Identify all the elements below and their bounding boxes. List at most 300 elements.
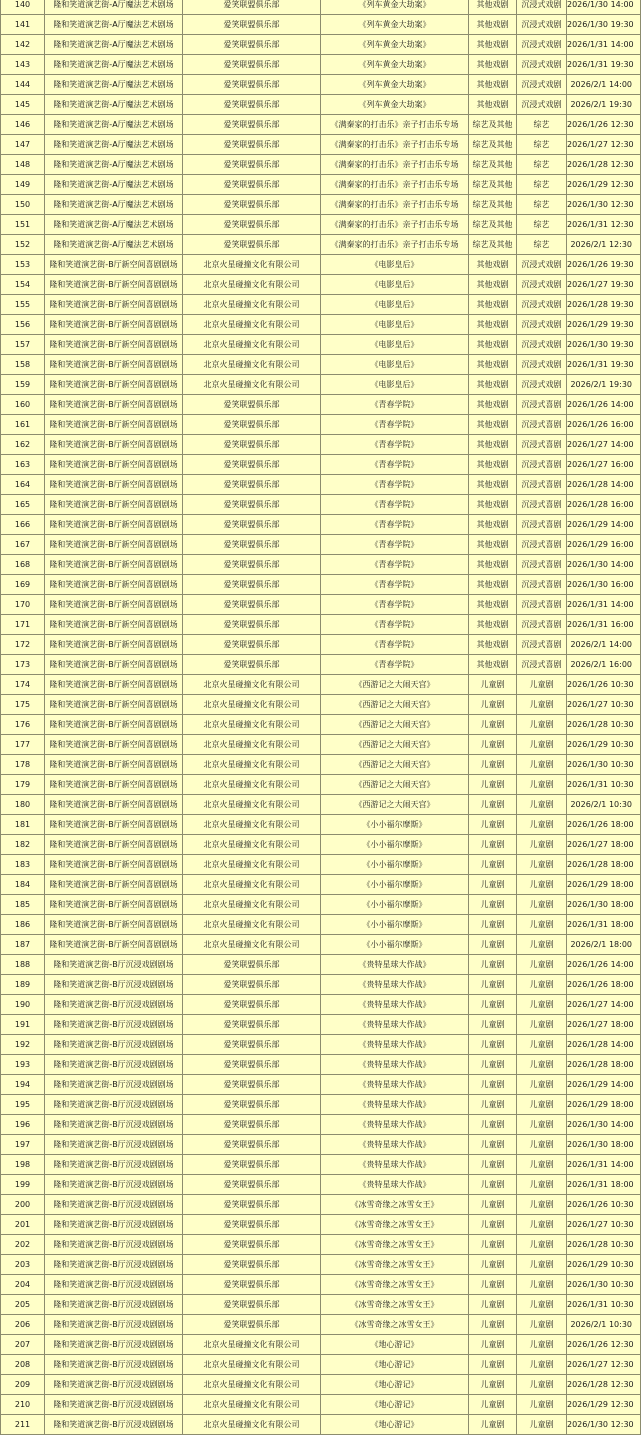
show-title-cell: 《电影皇后》 <box>321 335 469 355</box>
show-title-cell: 《电影皇后》 <box>321 375 469 395</box>
row-number-cell: 158 <box>1 355 45 375</box>
date-time-cell: 2026/1/31 16:00 <box>567 615 641 635</box>
date-time-cell: 2026/2/1 19:30 <box>567 375 641 395</box>
genre-cell: 其他戏剧 <box>469 635 517 655</box>
table-row <box>1 1015 641 1035</box>
row-number-cell: 146 <box>1 115 45 135</box>
organizer-cell: 爱笑联盟俱乐部 <box>183 1175 321 1195</box>
table-row <box>1 755 641 775</box>
category-cell: 儿童剧 <box>517 1175 567 1195</box>
table-row <box>1 655 641 675</box>
table-row <box>1 35 641 55</box>
date-time-cell: 2026/1/28 10:30 <box>567 715 641 735</box>
row-number-cell: 145 <box>1 95 45 115</box>
organizer-cell: 爱笑联盟俱乐部 <box>183 75 321 95</box>
date-time-cell: 2026/2/1 16:00 <box>567 655 641 675</box>
date-time-cell: 2026/1/28 16:00 <box>567 495 641 515</box>
category-cell: 沉浸式戏剧 <box>517 295 567 315</box>
table-row <box>1 935 641 955</box>
show-title-cell: 《小小福尔摩斯》 <box>321 875 469 895</box>
category-cell: 综艺 <box>517 235 567 255</box>
category-cell: 沉浸式喜剧 <box>517 595 567 615</box>
show-title-cell: 《满秦家的打击乐》亲子打击乐专场 <box>321 135 469 155</box>
genre-cell: 儿童剧 <box>469 1135 517 1155</box>
genre-cell: 儿童剧 <box>469 1015 517 1035</box>
show-title-cell: 《贵特星球大作战》 <box>321 1075 469 1095</box>
category-cell: 沉浸式喜剧 <box>517 655 567 675</box>
genre-cell: 儿童剧 <box>469 975 517 995</box>
show-title-cell: 《满秦家的打击乐》亲子打击乐专场 <box>321 115 469 135</box>
date-time-cell: 2026/1/28 10:30 <box>567 1235 641 1255</box>
venue-cell: 隆和笑道演艺街-A厅魔法艺术剧场 <box>45 155 183 175</box>
date-time-cell: 2026/2/1 12:30 <box>567 235 641 255</box>
organizer-cell: 爱笑联盟俱乐部 <box>183 1235 321 1255</box>
show-title-cell: 《青春学院》 <box>321 655 469 675</box>
venue-cell: 隆和笑道演艺街-B厅沉浸戏剧剧场 <box>45 1175 183 1195</box>
genre-cell: 其他戏剧 <box>469 75 517 95</box>
date-time-cell: 2026/1/29 14:00 <box>567 1075 641 1095</box>
table-row <box>1 835 641 855</box>
organizer-cell: 北京火星碰撞文化有限公司 <box>183 1335 321 1355</box>
genre-cell: 儿童剧 <box>469 1415 517 1435</box>
category-cell: 儿童剧 <box>517 1135 567 1155</box>
category-cell: 儿童剧 <box>517 815 567 835</box>
organizer-cell: 爱笑联盟俱乐部 <box>183 1035 321 1055</box>
category-cell: 儿童剧 <box>517 1255 567 1275</box>
organizer-cell: 爱笑联盟俱乐部 <box>183 475 321 495</box>
row-number-cell: 184 <box>1 875 45 895</box>
genre-cell: 其他戏剧 <box>469 655 517 675</box>
organizer-cell: 北京火星碰撞文化有限公司 <box>183 895 321 915</box>
venue-cell: 隆和笑道演艺街-B厅新空间喜剧剧场 <box>45 575 183 595</box>
category-cell: 儿童剧 <box>517 755 567 775</box>
show-title-cell: 《青春学院》 <box>321 595 469 615</box>
show-title-cell: 《冰雪奇缘之冰雪女王》 <box>321 1275 469 1295</box>
genre-cell: 儿童剧 <box>469 1115 517 1135</box>
venue-cell: 隆和笑道演艺街-B厅新空间喜剧剧场 <box>45 775 183 795</box>
category-cell: 儿童剧 <box>517 1155 567 1175</box>
date-time-cell: 2026/1/31 18:00 <box>567 1175 641 1195</box>
genre-cell: 其他戏剧 <box>469 0 517 15</box>
category-cell: 儿童剧 <box>517 915 567 935</box>
venue-cell: 隆和笑道演艺街-B厅新空间喜剧剧场 <box>45 495 183 515</box>
category-cell: 沉浸式喜剧 <box>517 455 567 475</box>
table-row <box>1 715 641 735</box>
venue-cell: 隆和笑道演艺街-B厅新空间喜剧剧场 <box>45 315 183 335</box>
row-number-cell: 183 <box>1 855 45 875</box>
date-time-cell: 2026/1/31 14:00 <box>567 1155 641 1175</box>
row-number-cell: 191 <box>1 1015 45 1035</box>
genre-cell: 儿童剧 <box>469 675 517 695</box>
category-cell: 儿童剧 <box>517 875 567 895</box>
category-cell: 沉浸式戏剧 <box>517 375 567 395</box>
genre-cell: 其他戏剧 <box>469 335 517 355</box>
date-time-cell: 2026/1/26 12:30 <box>567 1335 641 1355</box>
genre-cell: 其他戏剧 <box>469 415 517 435</box>
date-time-cell: 2026/1/31 19:30 <box>567 55 641 75</box>
table-row <box>1 1335 641 1355</box>
venue-cell: 隆和笑道演艺街-B厅新空间喜剧剧场 <box>45 695 183 715</box>
category-cell: 沉浸式喜剧 <box>517 635 567 655</box>
row-number-cell: 140 <box>1 0 45 15</box>
table-row <box>1 915 641 935</box>
category-cell: 沉浸式喜剧 <box>517 495 567 515</box>
category-cell: 儿童剧 <box>517 1395 567 1415</box>
category-cell: 儿童剧 <box>517 1295 567 1315</box>
show-title-cell: 《贵特星球大作战》 <box>321 1015 469 1035</box>
show-title-cell: 《西游记之大闹天宫》 <box>321 715 469 735</box>
organizer-cell: 北京火星碰撞文化有限公司 <box>183 715 321 735</box>
organizer-cell: 爱笑联盟俱乐部 <box>183 655 321 675</box>
genre-cell: 儿童剧 <box>469 1035 517 1055</box>
venue-cell: 隆和笑道演艺街-B厅沉浸戏剧剧场 <box>45 1115 183 1135</box>
date-time-cell: 2026/1/27 18:00 <box>567 1015 641 1035</box>
organizer-cell: 爱笑联盟俱乐部 <box>183 15 321 35</box>
row-number-cell: 209 <box>1 1375 45 1395</box>
date-time-cell: 2026/2/1 10:30 <box>567 795 641 815</box>
table-row <box>1 175 641 195</box>
row-number-cell: 165 <box>1 495 45 515</box>
category-cell: 沉浸式戏剧 <box>517 0 567 15</box>
venue-cell: 隆和笑道演艺街-A厅魔法艺术剧场 <box>45 175 183 195</box>
category-cell: 综艺 <box>517 175 567 195</box>
venue-cell: 隆和笑道演艺街-B厅新空间喜剧剧场 <box>45 675 183 695</box>
table-row <box>1 1255 641 1275</box>
table-row <box>1 1235 641 1255</box>
table-row <box>1 1295 641 1315</box>
category-cell: 沉浸式戏剧 <box>517 335 567 355</box>
row-number-cell: 180 <box>1 795 45 815</box>
row-number-cell: 154 <box>1 275 45 295</box>
venue-cell: 隆和笑道演艺街-B厅沉浸戏剧剧场 <box>45 1335 183 1355</box>
date-time-cell: 2026/1/30 18:00 <box>567 895 641 915</box>
organizer-cell: 爱笑联盟俱乐部 <box>183 0 321 15</box>
venue-cell: 隆和笑道演艺街-B厅新空间喜剧剧场 <box>45 395 183 415</box>
row-number-cell: 155 <box>1 295 45 315</box>
row-number-cell: 150 <box>1 195 45 215</box>
category-cell: 儿童剧 <box>517 1375 567 1395</box>
category-cell: 儿童剧 <box>517 1215 567 1235</box>
row-number-cell: 182 <box>1 835 45 855</box>
date-time-cell: 2026/1/30 14:00 <box>567 555 641 575</box>
genre-cell: 综艺及其他 <box>469 195 517 215</box>
organizer-cell: 爱笑联盟俱乐部 <box>183 435 321 455</box>
genre-cell: 其他戏剧 <box>469 475 517 495</box>
venue-cell: 隆和笑道演艺街-B厅新空间喜剧剧场 <box>45 795 183 815</box>
date-time-cell: 2026/1/27 14:00 <box>567 995 641 1015</box>
category-cell: 沉浸式戏剧 <box>517 95 567 115</box>
show-title-cell: 《小小福尔摩斯》 <box>321 815 469 835</box>
venue-cell: 隆和笑道演艺街-B厅沉浸戏剧剧场 <box>45 1415 183 1435</box>
row-number-cell: 156 <box>1 315 45 335</box>
show-title-cell: 《冰雪奇缘之冰雪女王》 <box>321 1215 469 1235</box>
show-title-cell: 《青春学院》 <box>321 475 469 495</box>
genre-cell: 其他戏剧 <box>469 355 517 375</box>
venue-cell: 隆和笑道演艺街-B厅新空间喜剧剧场 <box>45 655 183 675</box>
venue-cell: 隆和笑道演艺街-A厅魔法艺术剧场 <box>45 35 183 55</box>
organizer-cell: 北京火星碰撞文化有限公司 <box>183 275 321 295</box>
date-time-cell: 2026/1/29 12:30 <box>567 175 641 195</box>
organizer-cell: 北京火星碰撞文化有限公司 <box>183 815 321 835</box>
table-row <box>1 1415 641 1435</box>
show-title-cell: 《满秦家的打击乐》亲子打击乐专场 <box>321 235 469 255</box>
date-time-cell: 2026/1/28 14:00 <box>567 475 641 495</box>
table-row <box>1 95 641 115</box>
organizer-cell: 爱笑联盟俱乐部 <box>183 415 321 435</box>
show-title-cell: 《列车黄金大劫案》 <box>321 15 469 35</box>
genre-cell: 儿童剧 <box>469 715 517 735</box>
row-number-cell: 189 <box>1 975 45 995</box>
genre-cell: 儿童剧 <box>469 835 517 855</box>
organizer-cell: 爱笑联盟俱乐部 <box>183 1315 321 1335</box>
show-title-cell: 《列车黄金大劫案》 <box>321 75 469 95</box>
category-cell: 沉浸式喜剧 <box>517 555 567 575</box>
table-row <box>1 995 641 1015</box>
organizer-cell: 爱笑联盟俱乐部 <box>183 1015 321 1035</box>
venue-cell: 隆和笑道演艺街-B厅沉浸戏剧剧场 <box>45 1055 183 1075</box>
category-cell: 儿童剧 <box>517 1095 567 1115</box>
date-time-cell: 2026/2/1 18:00 <box>567 935 641 955</box>
organizer-cell: 爱笑联盟俱乐部 <box>183 955 321 975</box>
genre-cell: 其他戏剧 <box>469 495 517 515</box>
category-cell: 沉浸式戏剧 <box>517 315 567 335</box>
show-title-cell: 《青春学院》 <box>321 555 469 575</box>
row-number-cell: 181 <box>1 815 45 835</box>
venue-cell: 隆和笑道演艺街-B厅新空间喜剧剧场 <box>45 715 183 735</box>
show-title-cell: 《西游记之大闹天宫》 <box>321 795 469 815</box>
organizer-cell: 爱笑联盟俱乐部 <box>183 1155 321 1175</box>
organizer-cell: 爱笑联盟俱乐部 <box>183 135 321 155</box>
row-number-cell: 204 <box>1 1275 45 1295</box>
row-number-cell: 211 <box>1 1415 45 1435</box>
show-title-cell: 《西游记之大闹天宫》 <box>321 675 469 695</box>
category-cell: 沉浸式戏剧 <box>517 35 567 55</box>
row-number-cell: 205 <box>1 1295 45 1315</box>
show-title-cell: 《青春学院》 <box>321 395 469 415</box>
show-title-cell: 《地心游记》 <box>321 1335 469 1355</box>
organizer-cell: 北京火星碰撞文化有限公司 <box>183 315 321 335</box>
category-cell: 儿童剧 <box>517 1275 567 1295</box>
venue-cell: 隆和笑道演艺街-A厅魔法艺术剧场 <box>45 195 183 215</box>
genre-cell: 综艺及其他 <box>469 235 517 255</box>
table-row <box>1 195 641 215</box>
table-row <box>1 1315 641 1335</box>
category-cell: 儿童剧 <box>517 1415 567 1435</box>
category-cell: 沉浸式喜剧 <box>517 615 567 635</box>
genre-cell: 儿童剧 <box>469 695 517 715</box>
row-number-cell: 199 <box>1 1175 45 1195</box>
date-time-cell: 2026/1/29 14:00 <box>567 515 641 535</box>
venue-cell: 隆和笑道演艺街-A厅魔法艺术剧场 <box>45 115 183 135</box>
date-time-cell: 2026/1/28 12:30 <box>567 155 641 175</box>
category-cell: 沉浸式戏剧 <box>517 55 567 75</box>
date-time-cell: 2026/2/1 10:30 <box>567 1315 641 1335</box>
organizer-cell: 北京火星碰撞文化有限公司 <box>183 375 321 395</box>
date-time-cell: 2026/1/27 10:30 <box>567 1215 641 1235</box>
row-number-cell: 203 <box>1 1255 45 1275</box>
row-number-cell: 179 <box>1 775 45 795</box>
venue-cell: 隆和笑道演艺街-B厅新空间喜剧剧场 <box>45 915 183 935</box>
show-title-cell: 《冰雪奇缘之冰雪女王》 <box>321 1255 469 1275</box>
genre-cell: 其他戏剧 <box>469 575 517 595</box>
genre-cell: 儿童剧 <box>469 735 517 755</box>
date-time-cell: 2026/1/28 14:00 <box>567 1035 641 1055</box>
organizer-cell: 爱笑联盟俱乐部 <box>183 175 321 195</box>
genre-cell: 其他戏剧 <box>469 455 517 475</box>
table-row <box>1 0 641 15</box>
category-cell: 儿童剧 <box>517 695 567 715</box>
show-title-cell: 《电影皇后》 <box>321 295 469 315</box>
row-number-cell: 175 <box>1 695 45 715</box>
genre-cell: 其他戏剧 <box>469 435 517 455</box>
genre-cell: 儿童剧 <box>469 915 517 935</box>
category-cell: 沉浸式喜剧 <box>517 575 567 595</box>
row-number-cell: 206 <box>1 1315 45 1335</box>
category-cell: 综艺 <box>517 115 567 135</box>
date-time-cell: 2026/1/29 12:30 <box>567 1395 641 1415</box>
row-number-cell: 194 <box>1 1075 45 1095</box>
row-number-cell: 157 <box>1 335 45 355</box>
date-time-cell: 2026/1/26 18:00 <box>567 975 641 995</box>
show-title-cell: 《西游记之大闹天宫》 <box>321 755 469 775</box>
venue-cell: 隆和笑道演艺街-B厅新空间喜剧剧场 <box>45 275 183 295</box>
venue-cell: 隆和笑道演艺街-B厅沉浸戏剧剧场 <box>45 1355 183 1375</box>
organizer-cell: 爱笑联盟俱乐部 <box>183 975 321 995</box>
organizer-cell: 北京火星碰撞文化有限公司 <box>183 835 321 855</box>
genre-cell: 其他戏剧 <box>469 555 517 575</box>
table-row <box>1 115 641 135</box>
date-time-cell: 2026/1/30 10:30 <box>567 755 641 775</box>
show-title-cell: 《电影皇后》 <box>321 275 469 295</box>
show-title-cell: 《满秦家的打击乐》亲子打击乐专场 <box>321 175 469 195</box>
venue-cell: 隆和笑道演艺街-B厅沉浸戏剧剧场 <box>45 1075 183 1095</box>
category-cell: 沉浸式喜剧 <box>517 535 567 555</box>
organizer-cell: 北京火星碰撞文化有限公司 <box>183 915 321 935</box>
table-row <box>1 1095 641 1115</box>
row-number-cell: 149 <box>1 175 45 195</box>
table-row <box>1 1375 641 1395</box>
show-title-cell: 《列车黄金大劫案》 <box>321 55 469 75</box>
row-number-cell: 188 <box>1 955 45 975</box>
organizer-cell: 北京火星碰撞文化有限公司 <box>183 775 321 795</box>
row-number-cell: 141 <box>1 15 45 35</box>
show-title-cell: 《青春学院》 <box>321 435 469 455</box>
category-cell: 儿童剧 <box>517 975 567 995</box>
category-cell: 综艺 <box>517 155 567 175</box>
venue-cell: 隆和笑道演艺街-A厅魔法艺术剧场 <box>45 15 183 35</box>
table-row <box>1 475 641 495</box>
table-row <box>1 415 641 435</box>
show-title-cell: 《冰雪奇缘之冰雪女王》 <box>321 1195 469 1215</box>
venue-cell: 隆和笑道演艺街-B厅新空间喜剧剧场 <box>45 755 183 775</box>
show-title-cell: 《青春学院》 <box>321 495 469 515</box>
date-time-cell: 2026/1/28 18:00 <box>567 855 641 875</box>
venue-cell: 隆和笑道演艺街-B厅新空间喜剧剧场 <box>45 635 183 655</box>
row-number-cell: 174 <box>1 675 45 695</box>
show-title-cell: 《满秦家的打击乐》亲子打击乐专场 <box>321 155 469 175</box>
category-cell: 儿童剧 <box>517 895 567 915</box>
category-cell: 沉浸式戏剧 <box>517 75 567 95</box>
table-row <box>1 775 641 795</box>
date-time-cell: 2026/1/31 10:30 <box>567 1295 641 1315</box>
organizer-cell: 爱笑联盟俱乐部 <box>183 1055 321 1075</box>
row-number-cell: 169 <box>1 575 45 595</box>
show-title-cell: 《地心游记》 <box>321 1395 469 1415</box>
organizer-cell: 北京火星碰撞文化有限公司 <box>183 255 321 275</box>
genre-cell: 其他戏剧 <box>469 295 517 315</box>
date-time-cell: 2026/1/26 14:00 <box>567 955 641 975</box>
venue-cell: 隆和笑道演艺街-B厅新空间喜剧剧场 <box>45 515 183 535</box>
row-number-cell: 193 <box>1 1055 45 1075</box>
organizer-cell: 爱笑联盟俱乐部 <box>183 515 321 535</box>
genre-cell: 综艺及其他 <box>469 175 517 195</box>
organizer-cell: 北京火星碰撞文化有限公司 <box>183 675 321 695</box>
date-time-cell: 2026/1/26 10:30 <box>567 675 641 695</box>
date-time-cell: 2026/1/26 18:00 <box>567 815 641 835</box>
table-row <box>1 955 641 975</box>
row-number-cell: 153 <box>1 255 45 275</box>
venue-cell: 隆和笑道演艺街-A厅魔法艺术剧场 <box>45 215 183 235</box>
genre-cell: 其他戏剧 <box>469 255 517 275</box>
genre-cell: 儿童剧 <box>469 855 517 875</box>
row-number-cell: 178 <box>1 755 45 775</box>
show-title-cell: 《青春学院》 <box>321 515 469 535</box>
organizer-cell: 爱笑联盟俱乐部 <box>183 95 321 115</box>
organizer-cell: 爱笑联盟俱乐部 <box>183 455 321 475</box>
category-cell: 儿童剧 <box>517 1055 567 1075</box>
category-cell: 沉浸式喜剧 <box>517 395 567 415</box>
genre-cell: 其他戏剧 <box>469 535 517 555</box>
row-number-cell: 148 <box>1 155 45 175</box>
date-time-cell: 2026/1/29 19:30 <box>567 315 641 335</box>
organizer-cell: 爱笑联盟俱乐部 <box>183 575 321 595</box>
table-row <box>1 235 641 255</box>
genre-cell: 儿童剧 <box>469 955 517 975</box>
table-row <box>1 275 641 295</box>
venue-cell: 隆和笑道演艺街-B厅新空间喜剧剧场 <box>45 415 183 435</box>
date-time-cell: 2026/1/27 16:00 <box>567 455 641 475</box>
organizer-cell: 爱笑联盟俱乐部 <box>183 215 321 235</box>
venue-cell: 隆和笑道演艺街-A厅魔法艺术剧场 <box>45 75 183 95</box>
genre-cell: 其他戏剧 <box>469 375 517 395</box>
row-number-cell: 144 <box>1 75 45 95</box>
table-row <box>1 1055 641 1075</box>
organizer-cell: 爱笑联盟俱乐部 <box>183 615 321 635</box>
date-time-cell: 2026/1/27 14:00 <box>567 435 641 455</box>
table-row <box>1 1175 641 1195</box>
table-row <box>1 855 641 875</box>
category-cell: 沉浸式喜剧 <box>517 435 567 455</box>
row-number-cell: 172 <box>1 635 45 655</box>
genre-cell: 儿童剧 <box>469 1315 517 1335</box>
show-title-cell: 《冰雪奇缘之冰雪女王》 <box>321 1235 469 1255</box>
table-row <box>1 395 641 415</box>
genre-cell: 儿童剧 <box>469 815 517 835</box>
row-number-cell: 195 <box>1 1095 45 1115</box>
genre-cell: 儿童剧 <box>469 1195 517 1215</box>
organizer-cell: 北京火星碰撞文化有限公司 <box>183 855 321 875</box>
date-time-cell: 2026/1/29 16:00 <box>567 535 641 555</box>
table-row <box>1 795 641 815</box>
show-title-cell: 《贵特星球大作战》 <box>321 975 469 995</box>
show-title-cell: 《地心游记》 <box>321 1415 469 1435</box>
table-row <box>1 1395 641 1415</box>
genre-cell: 儿童剧 <box>469 895 517 915</box>
table-row <box>1 635 641 655</box>
organizer-cell: 北京火星碰撞文化有限公司 <box>183 1395 321 1415</box>
row-number-cell: 167 <box>1 535 45 555</box>
venue-cell: 隆和笑道演艺街-B厅新空间喜剧剧场 <box>45 735 183 755</box>
